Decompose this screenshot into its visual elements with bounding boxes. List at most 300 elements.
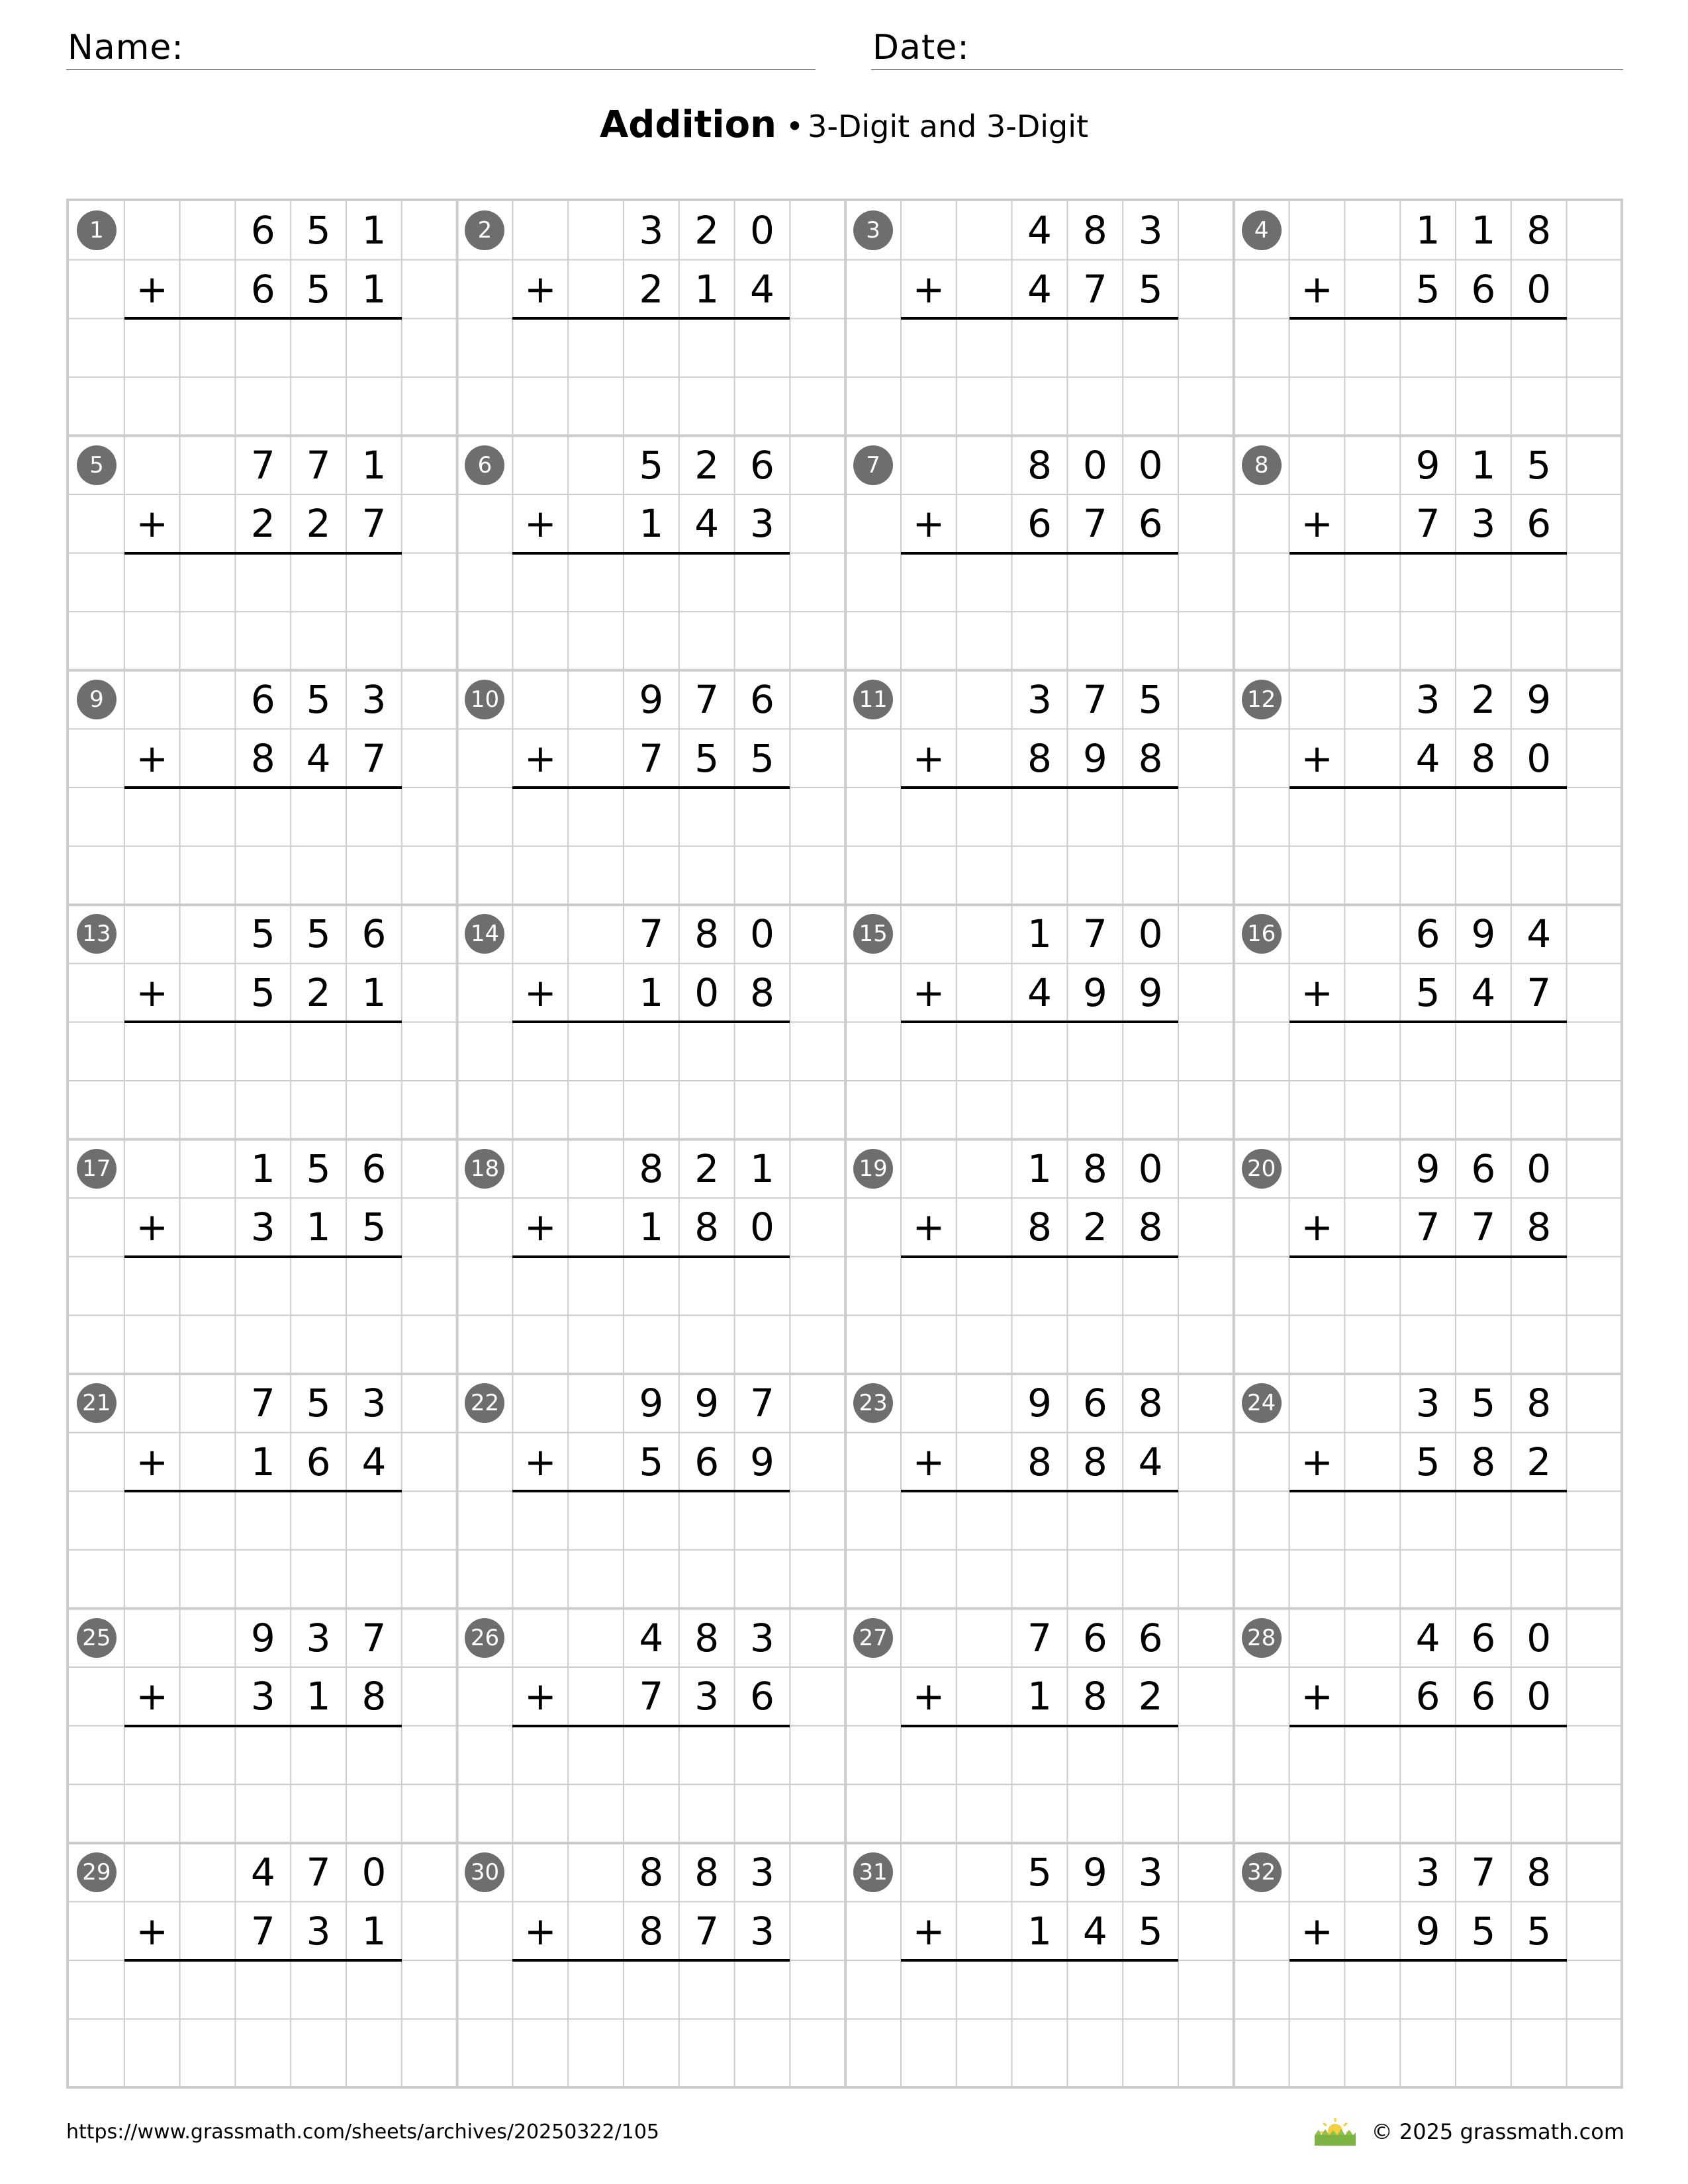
answer-cell[interactable]: [180, 788, 236, 846]
answer-cell[interactable]: [1012, 1726, 1068, 1785]
problem-number: 16: [1247, 921, 1276, 948]
top-digit: 5: [639, 442, 664, 488]
answer-cell[interactable]: [1067, 1257, 1123, 1316]
answer-cell[interactable]: [957, 318, 1012, 377]
bottom-digit: 6: [1138, 501, 1163, 547]
bottom-digit: 9: [1082, 970, 1107, 1016]
bottom-digit: 8: [250, 735, 275, 781]
problem-31: [845, 1843, 1234, 2077]
plus-sign: +: [524, 735, 557, 781]
bottom-digit: 9: [1082, 735, 1107, 781]
top-digit: 9: [1526, 677, 1552, 723]
top-digit: 3: [1415, 1850, 1440, 1895]
top-digit: 6: [1471, 1146, 1496, 1191]
bottom-digit: 1: [306, 1674, 331, 1719]
bottom-digit: 4: [694, 501, 720, 547]
bottom-digit: 4: [1027, 970, 1052, 1016]
bottom-digit: 8: [1526, 1205, 1552, 1250]
problem-13: [69, 905, 457, 1139]
problem-24: [1234, 1374, 1622, 1608]
top-digit: 2: [694, 1146, 720, 1191]
problem-number-badge: [77, 680, 117, 719]
answer-cell[interactable]: [1400, 788, 1456, 846]
top-digit: 3: [639, 208, 664, 253]
bottom-digit: 4: [306, 735, 331, 781]
answer-cell[interactable]: [235, 1491, 291, 1550]
answer-cell[interactable]: [291, 553, 346, 612]
bottom-digit: 6: [250, 266, 275, 312]
answer-cell[interactable]: [346, 553, 402, 612]
bottom-digit: 1: [639, 501, 664, 547]
answer-cell[interactable]: [624, 1022, 679, 1081]
answer-cell[interactable]: [735, 553, 790, 612]
problem-22: [457, 1374, 846, 1608]
answer-cell[interactable]: [735, 788, 790, 846]
answer-cell[interactable]: [957, 1022, 1012, 1081]
bottom-digit: 7: [639, 1674, 664, 1719]
bottom-digit: 2: [1082, 1205, 1107, 1250]
answer-cell[interactable]: [235, 1257, 291, 1316]
answer-cell[interactable]: [180, 1022, 236, 1081]
problem-number: 4: [1254, 217, 1269, 244]
plus-sign: +: [912, 970, 945, 1016]
plus-sign: +: [912, 735, 945, 781]
answer-cell[interactable]: [624, 1726, 679, 1785]
answer-cell[interactable]: [235, 1726, 291, 1785]
answer-cell[interactable]: [346, 318, 402, 377]
answer-cell[interactable]: [1400, 318, 1456, 377]
top-digit: 3: [1415, 1381, 1440, 1426]
problem-32: [1234, 1843, 1622, 2077]
answer-cell[interactable]: [1456, 1491, 1511, 1550]
answer-cell[interactable]: [679, 318, 735, 377]
problem-1: [69, 201, 457, 435]
answer-cell[interactable]: [180, 1257, 236, 1316]
top-digit: 9: [694, 1381, 720, 1426]
answer-cell[interactable]: [624, 1960, 679, 2019]
problem-20: [1234, 1140, 1622, 1374]
answer-cell[interactable]: [957, 553, 1012, 612]
top-digit: 0: [361, 1850, 387, 1895]
problem-number: 23: [859, 1390, 888, 1417]
name-field[interactable]: [66, 26, 816, 70]
answer-cell[interactable]: [1067, 1726, 1123, 1785]
answer-cell[interactable]: [1012, 1960, 1068, 2019]
problem-number: 25: [82, 1624, 111, 1651]
problem-number: 7: [866, 451, 880, 478]
answer-cell[interactable]: [1456, 1257, 1511, 1316]
answer-cell[interactable]: [735, 1491, 790, 1550]
top-digit: 6: [750, 677, 774, 723]
bottom-digit: 5: [1415, 1439, 1440, 1484]
plus-sign: +: [1301, 501, 1333, 547]
answer-cell[interactable]: [1123, 318, 1178, 377]
problem-9: [69, 670, 457, 905]
answer-cell[interactable]: [1067, 1960, 1123, 2019]
top-digit: 0: [1138, 911, 1163, 957]
problem-28: [1234, 1608, 1622, 1843]
bottom-digit: 6: [1415, 1674, 1440, 1719]
answer-cell[interactable]: [957, 1491, 1012, 1550]
bottom-digit: 1: [694, 266, 720, 312]
answer-cell[interactable]: [291, 318, 346, 377]
answer-cell[interactable]: [180, 553, 236, 612]
top-digit: 4: [1415, 1615, 1440, 1661]
answer-cell[interactable]: [235, 318, 291, 377]
bottom-digit: 6: [1526, 501, 1552, 547]
answer-cell[interactable]: [1067, 553, 1123, 612]
answer-cell[interactable]: [1012, 1257, 1068, 1316]
answer-cell[interactable]: [568, 1257, 624, 1316]
problem-grid: [66, 199, 1623, 2089]
bottom-digit: 5: [639, 1439, 664, 1484]
answer-cell[interactable]: [1123, 788, 1178, 846]
top-digit: 7: [1027, 1615, 1052, 1661]
answer-cell[interactable]: [1067, 788, 1123, 846]
problem-number: 9: [89, 686, 104, 713]
bottom-digit: 7: [1415, 1205, 1440, 1250]
problem-12: [1234, 670, 1622, 905]
problem-number-badge: [465, 210, 504, 250]
top-digit: 2: [1471, 677, 1496, 723]
answer-cell[interactable]: [1511, 1257, 1567, 1316]
bottom-digit: 1: [361, 266, 387, 312]
top-digit: 4: [250, 1850, 275, 1895]
problem-number-badge: [1242, 914, 1282, 954]
bottom-digit: 8: [1082, 1674, 1107, 1719]
answer-cell[interactable]: [1012, 1491, 1068, 1550]
bottom-digit: 7: [639, 735, 664, 781]
answer-cell[interactable]: [291, 1726, 346, 1785]
top-digit: 8: [639, 1850, 664, 1895]
top-digit: 0: [1526, 1146, 1552, 1191]
answer-cell[interactable]: [735, 1022, 790, 1081]
bottom-digit: 4: [1138, 1439, 1163, 1484]
problem-11: [845, 670, 1234, 905]
bottom-digit: 1: [1027, 1674, 1052, 1719]
top-digit: 3: [361, 1381, 387, 1426]
plus-sign: +: [912, 501, 945, 547]
bottom-digit: 1: [639, 1205, 664, 1250]
answer-cell[interactable]: [1012, 788, 1068, 846]
bottom-digit: 9: [1415, 1908, 1440, 1954]
answer-cell[interactable]: [1456, 1022, 1511, 1081]
bottom-digit: 4: [1027, 266, 1052, 312]
bottom-digit: 5: [1415, 970, 1440, 1016]
problem-number: 24: [1247, 1390, 1276, 1417]
answer-cell[interactable]: [291, 1257, 346, 1316]
answer-cell[interactable]: [1456, 1726, 1511, 1785]
answer-cell[interactable]: [235, 788, 291, 846]
bottom-digit: 2: [639, 266, 664, 312]
answer-cell[interactable]: [624, 553, 679, 612]
answer-cell[interactable]: [346, 788, 402, 846]
problem-number: 27: [859, 1624, 888, 1651]
answer-cell[interactable]: [1123, 1491, 1178, 1550]
answer-cell[interactable]: [1012, 318, 1068, 377]
answer-cell[interactable]: [1456, 788, 1511, 846]
answer-cell[interactable]: [1123, 553, 1178, 612]
answer-cell[interactable]: [1456, 1960, 1511, 2019]
answer-cell[interactable]: [624, 1257, 679, 1316]
bottom-digit: 6: [1471, 1674, 1496, 1719]
answer-cell[interactable]: [1511, 788, 1567, 846]
answer-cell[interactable]: [1456, 553, 1511, 612]
plus-sign: +: [524, 266, 557, 312]
top-digit: 8: [1526, 208, 1552, 253]
problem-number: 1: [89, 217, 104, 244]
answer-cell[interactable]: [1067, 1022, 1123, 1081]
plus-sign: +: [1301, 266, 1333, 312]
answer-cell[interactable]: [1012, 1022, 1068, 1081]
answer-cell[interactable]: [1123, 1960, 1178, 2019]
problem-number: 6: [477, 451, 492, 478]
top-digit: 8: [1138, 1381, 1163, 1426]
answer-cell[interactable]: [1400, 553, 1456, 612]
top-digit: 8: [694, 911, 720, 957]
top-digit: 2: [694, 442, 720, 488]
bottom-digit: 0: [1526, 735, 1552, 781]
bottom-digit: 5: [1138, 1908, 1163, 1954]
top-digit: 3: [1138, 1850, 1163, 1895]
top-digit: 8: [694, 1850, 720, 1895]
top-digit: 6: [361, 1146, 387, 1191]
answer-cell[interactable]: [180, 1726, 236, 1785]
plus-sign: +: [136, 1439, 168, 1484]
answer-cell[interactable]: [735, 1726, 790, 1785]
answer-cell[interactable]: [1456, 318, 1511, 377]
answer-cell[interactable]: [679, 1491, 735, 1550]
top-digit: 5: [306, 208, 331, 253]
answer-cell[interactable]: [735, 318, 790, 377]
problem-7: [845, 435, 1234, 670]
bottom-digit: 7: [1082, 501, 1107, 547]
answer-cell[interactable]: [1123, 1022, 1178, 1081]
top-digit: 6: [250, 208, 275, 253]
bottom-digit: 0: [694, 970, 720, 1016]
answer-cell[interactable]: [235, 553, 291, 612]
answer-cell[interactable]: [346, 1257, 402, 1316]
answer-cell[interactable]: [568, 788, 624, 846]
answer-cell[interactable]: [568, 318, 624, 377]
top-digit: 3: [750, 1615, 774, 1661]
answer-cell[interactable]: [291, 788, 346, 846]
bottom-digit: 7: [1471, 1205, 1496, 1250]
answer-cell[interactable]: [1123, 1257, 1178, 1316]
footer-copyright: © 2025 grassmath.com: [1371, 2119, 1624, 2144]
problem-3: [845, 201, 1234, 435]
top-digit: 5: [306, 677, 331, 723]
plus-sign: +: [912, 1205, 945, 1250]
answer-cell[interactable]: [235, 1022, 291, 1081]
problem-number: 12: [1247, 686, 1276, 713]
top-digit: 0: [1082, 442, 1107, 488]
answer-cell[interactable]: [957, 1960, 1012, 2019]
bottom-digit: 3: [250, 1674, 275, 1719]
answer-cell[interactable]: [679, 1022, 735, 1081]
answer-cell[interactable]: [1511, 1726, 1567, 1785]
answer-cell[interactable]: [291, 1960, 346, 2019]
problem-number: 15: [859, 921, 888, 948]
problem-26: [457, 1608, 846, 1843]
problem-number-badge: [1242, 680, 1282, 719]
answer-cell[interactable]: [679, 1726, 735, 1785]
top-digit: 8: [1526, 1381, 1552, 1426]
answer-cell[interactable]: [624, 1491, 679, 1550]
top-digit: 6: [361, 911, 387, 957]
answer-cell[interactable]: [180, 1960, 236, 2019]
problem-10: [457, 670, 846, 905]
problem-number: 5: [89, 451, 104, 478]
answer-cell[interactable]: [735, 1960, 790, 2019]
problem-number-badge: [1242, 1149, 1282, 1189]
answer-cell[interactable]: [568, 553, 624, 612]
answer-cell[interactable]: [679, 788, 735, 846]
footer-url[interactable]: https://www.grassmath.com/sheets/archives/20250322/105: [66, 2120, 660, 2144]
top-digit: 0: [1526, 1615, 1552, 1661]
problem-2: [457, 201, 846, 435]
problem-8: [1234, 435, 1622, 670]
problem-number: 30: [470, 1859, 500, 1886]
answer-cell[interactable]: [1344, 318, 1400, 377]
answer-cell[interactable]: [1344, 1257, 1400, 1316]
top-digit: 8: [694, 1615, 720, 1661]
answer-cell[interactable]: [1067, 1491, 1123, 1550]
answer-cell[interactable]: [1511, 318, 1567, 377]
answer-cell[interactable]: [679, 1960, 735, 2019]
answer-cell[interactable]: [957, 788, 1012, 846]
problem-number-badge: [1242, 1618, 1282, 1658]
answer-cell[interactable]: [235, 1960, 291, 2019]
answer-cell[interactable]: [679, 1257, 735, 1316]
plus-sign: +: [524, 1908, 557, 1954]
date-field[interactable]: [871, 26, 1623, 70]
top-digit: 3: [306, 1615, 331, 1661]
bottom-digit: 0: [1526, 1674, 1552, 1719]
answer-cell[interactable]: [1400, 1726, 1456, 1785]
top-digit: 1: [1027, 1146, 1052, 1191]
answer-cell[interactable]: [346, 1022, 402, 1081]
problem-number-badge: [465, 1149, 504, 1189]
bottom-digit: 5: [1471, 1908, 1496, 1954]
problem-number: 3: [866, 217, 880, 244]
top-digit: 5: [306, 1381, 331, 1426]
top-digit: 5: [1526, 442, 1552, 488]
name-label: Name:: [68, 28, 184, 68]
bottom-digit: 8: [1027, 1205, 1052, 1250]
answer-cell[interactable]: [1400, 1491, 1456, 1550]
top-digit: 7: [306, 442, 331, 488]
problem-number: 10: [470, 686, 500, 713]
top-digit: 5: [306, 911, 331, 957]
plus-sign: +: [524, 970, 557, 1016]
top-digit: 3: [750, 1850, 774, 1895]
answer-cell[interactable]: [1344, 1960, 1400, 2019]
problem-number-badge: [77, 1383, 117, 1423]
answer-cell[interactable]: [1344, 788, 1400, 846]
top-digit: 5: [306, 1146, 331, 1191]
answer-cell[interactable]: [291, 1491, 346, 1550]
answer-cell[interactable]: [624, 788, 679, 846]
answer-cell[interactable]: [346, 1491, 402, 1550]
answer-cell[interactable]: [957, 1726, 1012, 1785]
problem-number-badge: [853, 914, 893, 954]
answer-cell[interactable]: [346, 1960, 402, 2019]
answer-cell[interactable]: [735, 1257, 790, 1316]
top-digit: 8: [1526, 1850, 1552, 1895]
problem-23: [845, 1374, 1234, 1608]
top-digit: 9: [250, 1615, 275, 1661]
footer-brand: [1312, 2116, 1624, 2147]
answer-cell[interactable]: [1012, 553, 1068, 612]
bottom-digit: 8: [1027, 735, 1052, 781]
top-digit: 1: [750, 1146, 774, 1191]
top-digit: 5: [250, 911, 275, 957]
answer-cell[interactable]: [1400, 1960, 1456, 2019]
bottom-digit: 6: [750, 1674, 774, 1719]
plus-sign: +: [912, 1439, 945, 1484]
top-digit: 9: [1471, 911, 1496, 957]
answer-cell[interactable]: [568, 1491, 624, 1550]
answer-cell[interactable]: [1400, 1257, 1456, 1316]
answer-cell[interactable]: [1344, 1022, 1400, 1081]
plus-sign: +: [136, 266, 168, 312]
problem-number-badge: [77, 445, 117, 485]
bottom-digit: 4: [1471, 970, 1496, 1016]
answer-cell[interactable]: [1344, 1491, 1400, 1550]
answer-cell[interactable]: [180, 318, 236, 377]
answer-cell[interactable]: [1511, 1960, 1567, 2019]
answer-cell[interactable]: [1344, 1726, 1400, 1785]
answer-cell[interactable]: [180, 1491, 236, 1550]
bottom-digit: 2: [306, 501, 331, 547]
bottom-digit: 8: [1027, 1439, 1052, 1484]
answer-cell[interactable]: [679, 553, 735, 612]
top-digit: 7: [750, 1381, 774, 1426]
plus-sign: +: [136, 1674, 168, 1719]
answer-cell[interactable]: [1511, 1491, 1567, 1550]
answer-cell[interactable]: [1511, 1022, 1567, 1081]
bottom-digit: 1: [1027, 1908, 1052, 1954]
answer-cell[interactable]: [568, 1960, 624, 2019]
top-digit: 1: [361, 442, 387, 488]
plus-sign: +: [912, 1908, 945, 1954]
bottom-digit: 7: [361, 735, 387, 781]
answer-cell[interactable]: [568, 1022, 624, 1081]
plus-sign: +: [136, 1908, 168, 1954]
bottom-digit: 9: [750, 1439, 774, 1484]
answer-cell[interactable]: [957, 1257, 1012, 1316]
answer-cell[interactable]: [1511, 553, 1567, 612]
answer-cell[interactable]: [1344, 553, 1400, 612]
top-digit: 4: [1027, 208, 1052, 253]
problem-21: [69, 1374, 457, 1608]
answer-cell[interactable]: [624, 318, 679, 377]
answer-cell[interactable]: [568, 1726, 624, 1785]
plus-sign: +: [1301, 1205, 1333, 1250]
answer-cell[interactable]: [291, 1022, 346, 1081]
answer-cell[interactable]: [346, 1726, 402, 1785]
top-digit: 1: [1471, 208, 1496, 253]
answer-cell[interactable]: [1123, 1726, 1178, 1785]
answer-cell[interactable]: [1400, 1022, 1456, 1081]
bottom-digit: 2: [250, 501, 275, 547]
bottom-digit: 2: [1138, 1674, 1163, 1719]
answer-cell[interactable]: [1067, 318, 1123, 377]
problem-16: [1234, 905, 1622, 1139]
bottom-digit: 8: [1138, 735, 1163, 781]
problem-number-badge: [465, 1618, 504, 1658]
